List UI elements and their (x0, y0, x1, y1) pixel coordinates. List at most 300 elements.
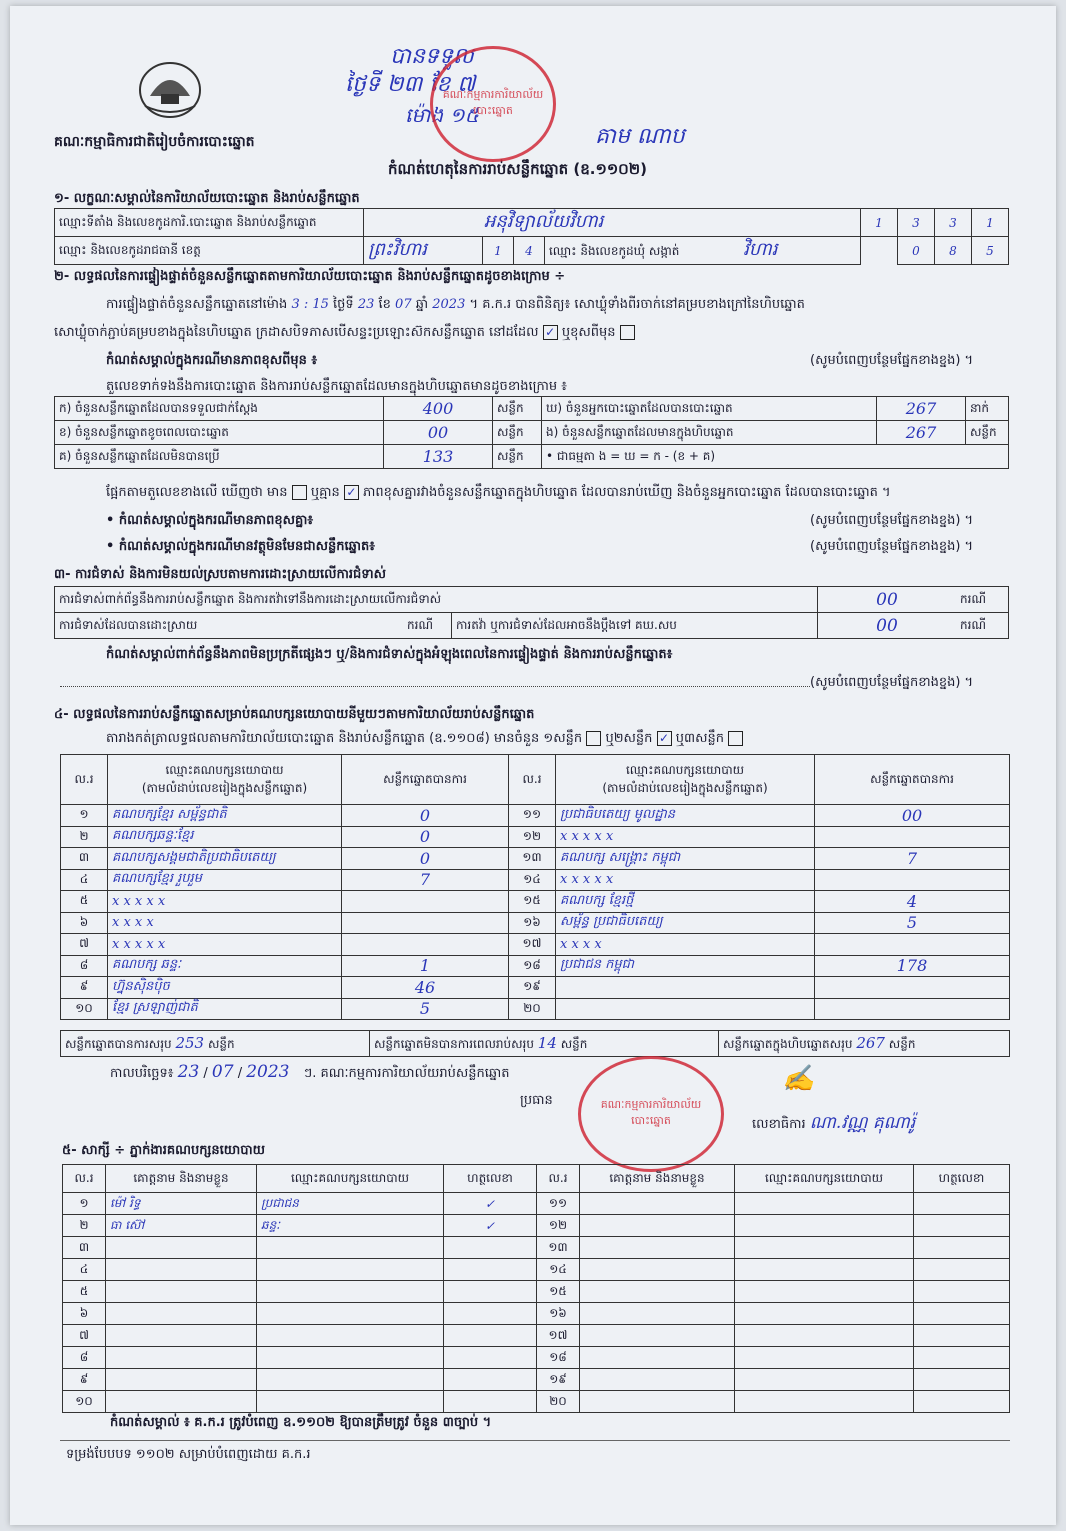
witness-col-no-left: ល.រ (63, 1165, 106, 1193)
result-no: ១៥ (509, 891, 556, 913)
result-votes: 5 (815, 912, 1010, 934)
witness-no: ៥ (63, 1281, 106, 1303)
witness-name (580, 1237, 735, 1259)
table-row (61, 934, 1010, 956)
result-votes (815, 869, 1010, 891)
witness-signature (444, 1325, 537, 1347)
official-stamp-top (430, 46, 556, 162)
result-no: ៥ (61, 891, 108, 913)
table-row (61, 826, 1010, 848)
witness-no: ២០ (537, 1391, 580, 1413)
witness-name (580, 1215, 735, 1237)
result-votes (815, 998, 1010, 1020)
witness-name (580, 1303, 735, 1325)
ko-label: គ) ចំនួនសន្លឹកឆ្នោតដែលមិនបានប្រើ (55, 445, 384, 469)
form-title: កំណត់ហេតុនៃការរាប់សន្លឹកឆ្នោត (ឧ.១១០២) (388, 160, 648, 178)
results-table (60, 754, 1010, 1020)
witness-signature (914, 1369, 1010, 1391)
footer-divider (60, 1440, 1010, 1441)
total-invalid-value: 14 (537, 1033, 557, 1052)
secretary-name: ណា.វណ្ណ គុណារ៉ូ (809, 1113, 916, 1133)
result-party: ហ្វ៊ុនស៊ិនប៉ិច (108, 977, 342, 999)
emblem-icon (135, 56, 205, 121)
witness-name (580, 1369, 735, 1391)
result-party: x x x x (556, 934, 815, 956)
witness-signature (444, 1347, 537, 1369)
province-label: ឈ្មោះ និងលេខកូដរាជធានី ខេត្ត (55, 237, 364, 265)
total-invalid-label: សន្លឹកឆ្នោតមិនបានការពេលរាប់សរុប (374, 1036, 534, 1051)
result-votes (342, 912, 509, 934)
section3-title: ៣- ការជំទាស់ និងការមិនយល់ស្របតាមការដោះស្រាយលើការជំទាស់ (54, 567, 386, 582)
witness-signature (914, 1391, 1010, 1413)
witness-signature: ✓ (444, 1215, 537, 1237)
verify-day: 23 (357, 297, 375, 312)
province-code-2: 4 (514, 237, 545, 265)
gh-unit: នាក់ (966, 397, 1009, 421)
result-party: គណបក្សខ្មែរ សម្ព័ន្ធជាតិ (108, 805, 342, 827)
compare-a: ផ្អែកតាមតួលេខខាងលើ ឃើញថា មាន (106, 485, 288, 500)
stamp-bottom-text: គណៈកម្មការការិយាល័យបោះឆ្នោត (600, 1098, 702, 1127)
received-note-2: ថ្ងៃទី ២៣ ខែ ៧ (345, 72, 476, 97)
province-value: ព្រះវិហារ (364, 237, 483, 265)
result-party: សម្ព័ន្ធ ប្រជាធិបតេយ្យ (556, 912, 815, 934)
results-col-party-right-title: ឈ្មោះគណបក្សនយោបាយ (625, 762, 745, 777)
witness-name (106, 1369, 257, 1391)
k-label: ក) ចំនួនសន្លឹកឆ្នោតដែលបានទទួលជាក់ស្តែង (55, 397, 384, 421)
province-code-1: 1 (483, 237, 514, 265)
seal-paragraph (54, 324, 635, 343)
k-unit: សន្លឹក (493, 397, 542, 421)
p1-e: ។ គ.ក.រ បានពិនិត្យ៖ សោឃ្លុំទាំងពីរចាក់នៅគម្របខាងក្រៅនៃហិបឆ្នោត (469, 297, 805, 312)
result-no: ៦ (61, 912, 108, 934)
section2-title: ២- លទ្ធផលនៃការផ្ទៀងផ្ទាត់ចំនួនសន្លឹកឆ្នោតតាមការិយាល័យបោះឆ្នោត និងរាប់សន្លឹកឆ្នោតដូចខាងក្រោម ÷ (54, 269, 566, 284)
witness-party (257, 1303, 444, 1325)
results-col-party-left-title: ឈ្មោះគណបក្សនយោបាយ (165, 762, 284, 777)
witness-no: ១០ (63, 1391, 106, 1413)
witness-party (257, 1237, 444, 1259)
k-value: 400 (384, 397, 493, 421)
witness-signature (914, 1259, 1010, 1281)
sheet-count-c: ឬ៣សន្លឹក (675, 731, 724, 746)
no-difference-checkbox[interactable]: ✓ (344, 485, 359, 500)
table-row (61, 891, 1010, 913)
result-party (556, 998, 815, 1020)
result-party: គណបក្ស ឆន្ទៈ (108, 955, 342, 977)
formula: • ជាធម្មតា ង = ឃ = ក - (ខ + គ) (542, 445, 1009, 469)
commune-code-2: 8 (935, 237, 972, 265)
witness-party (735, 1259, 914, 1281)
witness-party (735, 1193, 914, 1215)
witness-signature: ✓ (444, 1193, 537, 1215)
witness-no: ៨ (63, 1347, 106, 1369)
result-votes (815, 934, 1010, 956)
location-code-4: 1 (972, 209, 1009, 237)
witness-name (580, 1281, 735, 1303)
secretary-line (752, 1112, 915, 1137)
results-col-party-left (108, 755, 342, 805)
result-no: ៩ (61, 977, 108, 999)
witness-party (735, 1281, 914, 1303)
witness-name (106, 1237, 257, 1259)
objection-note-suffix: (សូមបំពេញបន្ថែមផ្នែកខាងខ្នង) ។ (810, 675, 974, 690)
witness-party (257, 1281, 444, 1303)
has-difference-checkbox[interactable] (292, 485, 307, 500)
received-name: គាម ណាប (595, 124, 685, 149)
section1-table (54, 208, 1009, 265)
witness-table (62, 1164, 1010, 1413)
witness-no: ៤ (63, 1259, 106, 1281)
witness-col-no-right: ល.រ (537, 1165, 580, 1193)
result-no: ១២ (509, 826, 556, 848)
location-label: ឈ្មោះទីតាំង និងលេខកូដការិ.បោះឆ្នោត និងរាប់សន្លឹកឆ្នោត (55, 209, 364, 237)
chair-label: ប្រធាន (520, 1093, 553, 1108)
witness-col-sign-left: ហត្ថលេខា (444, 1165, 537, 1193)
result-votes: 0 (342, 805, 509, 827)
kh-label: ខ) ចំនួនសន្លឹកឆ្នោតខូចពេលបោះឆ្នោត (55, 421, 384, 445)
result-no: ៣ (61, 848, 108, 870)
commune-value: វិហារ (743, 239, 778, 260)
result-party: គណបក្ស ខ្មែរថ្មី (556, 891, 815, 913)
result-no: ១០ (61, 998, 108, 1020)
table-row (63, 1325, 1010, 1347)
objection-unit-1: ករណី (956, 587, 1009, 613)
witness-no: ១៣ (537, 1237, 580, 1259)
verify-month: 07 (395, 297, 412, 312)
results-col-party-right (556, 755, 815, 805)
total-box-cell (719, 1031, 1010, 1057)
witness-signature (914, 1215, 1010, 1237)
location-code-1: 1 (861, 209, 898, 237)
date-day: 23 (177, 1062, 200, 1082)
results-col-no-left: ល.រ (61, 755, 108, 805)
result-no: ៧ (61, 934, 108, 956)
sheet-count-b: ឬ២សន្លឹក (605, 731, 653, 746)
witness-no: ២ (63, 1215, 106, 1237)
table-row (61, 869, 1010, 891)
verify-time: 3 : 15 (291, 297, 329, 312)
total-valid-unit: សន្លឹក (207, 1036, 235, 1051)
objection-unit-2b: ករណី (956, 613, 1009, 639)
commune-cell (545, 237, 861, 265)
table-row (63, 1237, 1010, 1259)
result-votes: 4 (815, 891, 1010, 913)
location-value: អនុវិទ្យាល័យវិហារ (364, 209, 861, 237)
result-votes (342, 934, 509, 956)
date-line: កាលបរិច្ឆេទ៖ 23 / 07 / 2023 ៗ. គណៈកម្មការការិយាល័យរាប់សន្លឹកឆ្នោត (110, 1062, 510, 1082)
witness-party (735, 1215, 914, 1237)
witness-col-party-left: ឈ្មោះគណបក្សនយោបាយ (257, 1165, 444, 1193)
table-row (61, 848, 1010, 870)
result-party: គណបក្ស សង្គ្រោះ កម្ពុជា (556, 848, 815, 870)
figures-intro: តួលេខទាក់ទងនឹងការបោះឆ្នោត និងការរាប់សន្លឹកឆ្នោតដែលមានក្នុងហិបឆ្នោតមានដូចខាងក្រោម ៖ (106, 379, 567, 394)
witness-name (106, 1303, 257, 1325)
result-party: ប្រជាជន កម្ពុជា (556, 955, 815, 977)
witness-no: ១៩ (537, 1369, 580, 1391)
three-sheet-checkbox[interactable] (728, 731, 743, 746)
results-col-party-right-sub: (តាមលំដាប់លេខរៀងក្នុងសន្លឹកឆ្នោត) (602, 780, 768, 795)
witness-no: ៦ (63, 1303, 106, 1325)
date-label: កាលបរិច្ឆេទ៖ (110, 1066, 174, 1081)
location-code-2: 3 (898, 209, 935, 237)
gh-value: 267 (877, 397, 966, 421)
objection-note: កំណត់សម្គាល់ពាក់ព័ន្ធនឹងភាពមិនប្រក្រតីផ្សេងៗ ឬ/និងការជំទាស់ក្នុងអំឡុងពេលនៃការផ្ទៀងផ្ទាត់ និងការរាប់សន្លឹកឆ្នោត៖ (106, 647, 673, 662)
witness-no: ៩ (63, 1369, 106, 1391)
commune-code-3: 5 (972, 237, 1009, 265)
result-party: ខ្មែរ ស្រឡាញ់ជាតិ (108, 998, 342, 1020)
p1-b: ថ្ងៃទី (333, 297, 354, 312)
result-no: ១ (61, 805, 108, 827)
section4-title: ៤- លទ្ធផលនៃការរាប់សន្លឹកឆ្នោតសម្រាប់គណបក្សនយោបាយនីមួយៗតាមការិយាល័យរាប់សន្លឹកឆ្នោត (54, 707, 535, 722)
received-note-3: ម៉ោង ១៥ (405, 103, 479, 127)
table-row (61, 977, 1010, 999)
objection-value-1: 00 (818, 587, 957, 613)
result-votes (815, 977, 1010, 999)
result-no: ១១ (509, 805, 556, 827)
witness-no: ១១ (537, 1193, 580, 1215)
section5-title: ៥- សាក្សី ÷ ភ្នាក់ងារគណបក្សនយោបាយ (62, 1143, 265, 1158)
committee-name: គណៈកម្មាធិការជាតិរៀបចំការបោះឆ្នោត (54, 134, 255, 150)
p1-c: ខែ (378, 297, 391, 312)
witness-col-party-right: ឈ្មោះគណបក្សនយោបាយ (735, 1165, 914, 1193)
form-page (10, 6, 1056, 1525)
objection-label-2: ការជំទាស់ដែលបានដោះស្រាយ (55, 613, 404, 639)
same-checkbox[interactable]: ✓ (543, 325, 558, 340)
ko-value: 133 (384, 445, 493, 469)
result-no: ១៨ (509, 955, 556, 977)
witness-col-name-right: គោត្តនាម និងនាមខ្លួន (580, 1165, 735, 1193)
witness-no: ៧ (63, 1325, 106, 1347)
witness-no: ១៤ (537, 1259, 580, 1281)
witness-party (257, 1347, 444, 1369)
witness-party (257, 1325, 444, 1347)
witness-no: ៣ (63, 1237, 106, 1259)
compare-b: ឬគ្មាន (310, 485, 340, 500)
verify-year: 2023 (432, 297, 466, 312)
sheet-count-line (106, 730, 743, 749)
total-valid-value: 253 (175, 1033, 205, 1052)
witness-no: ១ (63, 1193, 106, 1215)
table-row (61, 805, 1010, 827)
bullet-nonballot-suffix: (សូមបំពេញបន្ថែមផ្នែកខាងខ្នង) ។ (810, 539, 974, 554)
witness-signature (444, 1369, 537, 1391)
table-row (63, 1281, 1010, 1303)
result-no: ៨ (61, 955, 108, 977)
table-row (63, 1347, 1010, 1369)
total-box-label: សន្លឹកឆ្នោតក្នុងហិបឆ្នោតសរុប (723, 1036, 853, 1051)
result-no: ១៦ (509, 912, 556, 934)
total-invalid-cell (370, 1031, 719, 1057)
bullet-nonballot: • កំណត់សម្គាល់ក្នុងករណីមានវត្ថុមិនមែនជាសន្លឹកឆ្នោត៖ (106, 539, 375, 554)
objection-table (54, 586, 1009, 639)
results-col-votes-right: សន្លឹកឆ្នោតបានការ (815, 755, 1010, 805)
result-votes: 0 (342, 848, 509, 870)
witness-name (106, 1347, 257, 1369)
witness-name (106, 1325, 257, 1347)
results-col-party-left-sub: (តាមលំដាប់លេខរៀងក្នុងសន្លឹកឆ្នោត) (141, 780, 308, 795)
result-party: x x x x x (556, 826, 815, 848)
result-party: x x x x x (108, 934, 342, 956)
date-month: 07 (211, 1062, 234, 1082)
kh-unit: សន្លឹក (493, 421, 542, 445)
commune-label: ឈ្មោះ និងលេខកូដឃុំ សង្កាត់ (549, 244, 680, 258)
result-party: x x x x (108, 912, 342, 934)
witness-name (106, 1281, 257, 1303)
ko-unit: សន្លឹក (493, 445, 542, 469)
p1-a: ការផ្ទៀងផ្ទាត់ចំនួនសន្លឹកឆ្នោតនៅម៉ោង (106, 297, 288, 312)
witness-no: ១៧ (537, 1325, 580, 1347)
table-row (63, 1259, 1010, 1281)
one-sheet-checkbox[interactable] (586, 731, 601, 746)
different-checkbox[interactable] (620, 325, 635, 340)
total-valid-label: សន្លឹកឆ្នោតបានការសរុប (65, 1036, 172, 1051)
witness-name (106, 1259, 257, 1281)
p1-d: ឆ្នាំ (415, 297, 429, 312)
witness-col-sign-right: ហត្ថលេខា (914, 1165, 1010, 1193)
note1: កំណត់សម្គាល់ក្នុងករណីមានភាពខុសពីមុន ៖ (106, 353, 318, 368)
note1-suffix: (សូមបំពេញបន្ថែមផ្នែកខាងខ្នង) ។ (810, 353, 974, 368)
witness-col-name-left: គោត្តនាម និងនាមខ្លួន (106, 1165, 257, 1193)
witness-party (735, 1347, 914, 1369)
table-row (63, 1215, 1010, 1237)
witness-signature (914, 1325, 1010, 1347)
verification-paragraph (106, 296, 1016, 315)
witness-signature (914, 1193, 1010, 1215)
table-row (61, 955, 1010, 977)
result-party: x x x x x (108, 891, 342, 913)
objection-note-line (60, 686, 810, 687)
result-party: គណបក្សឆន្ទៈខ្មែរ (108, 826, 342, 848)
section1-title: ១- លក្ខណៈសម្គាល់នៃការិយាល័យបោះឆ្នោត និងរាប់សន្លឹកឆ្នោត (54, 191, 360, 206)
witness-party (257, 1259, 444, 1281)
p2: សោឃ្លុំចាក់ភ្ជាប់គម្របខាងក្នុងនៃហិបឆ្នោត ក្រដាសបិទភាសបើសន្ទះប្រឡោះស៊កសន្លឹកឆ្នោត នៅដដែល (54, 325, 539, 340)
secretary-label: លេខាធិការ (752, 1117, 806, 1132)
witness-signature (444, 1391, 537, 1413)
signature-icon: ✍ (782, 1064, 815, 1094)
table-row (63, 1391, 1010, 1413)
witness-party (735, 1303, 914, 1325)
witness-signature (444, 1237, 537, 1259)
witness-name (580, 1325, 735, 1347)
witness-signature (444, 1281, 537, 1303)
witness-signature (914, 1303, 1010, 1325)
ng-label: ង) ចំនួនសន្លឹកឆ្នោតដែលមានក្នុងហិបឆ្នោត (542, 421, 877, 445)
witness-party (735, 1325, 914, 1347)
total-box-unit: សន្លឹក (888, 1036, 916, 1051)
witness-party (735, 1237, 914, 1259)
witness-name (106, 1391, 257, 1413)
bullet-difference: • កំណត់សម្គាល់ក្នុងករណីមានភាពខុសគ្នា៖ (106, 513, 314, 528)
total-box-value: 267 (856, 1033, 885, 1052)
result-no: ១៣ (509, 848, 556, 870)
result-votes: 7 (815, 848, 1010, 870)
result-votes: 00 (815, 805, 1010, 827)
result-no: ៤ (61, 869, 108, 891)
objection-label-1: ការជំទាស់ពាក់ព័ន្ធនឹងការរាប់សន្លឹកឆ្នោត និងការតវ៉ាទៅនឹងការដោះស្រាយលើការជំទាស់ (55, 587, 818, 613)
results-col-votes-left: សន្លឹកឆ្នោតបានការ (342, 755, 509, 805)
witness-party (735, 1369, 914, 1391)
witness-name: ម៉ៅ រិទ្ធ (106, 1193, 257, 1215)
footer-note: កំណត់សម្គាល់ ៖ គ.ក.រ ត្រូវបំពេញ ឧ.១១០២ ឱ្យបានត្រឹមត្រូវ ចំនួន ៣ច្បាប់ ។ (110, 1415, 492, 1430)
result-votes (815, 826, 1010, 848)
witness-name (580, 1193, 735, 1215)
objection-unit-2a: ករណី (403, 613, 452, 639)
witness-no: ១៦ (537, 1303, 580, 1325)
figures-table (54, 396, 1009, 469)
compare-paragraph (106, 484, 1016, 503)
witness-no: ១២ (537, 1215, 580, 1237)
counting-committee-label: ៗ. គណៈកម្មការការិយាល័យរាប់សន្លឹកឆ្នោត (303, 1066, 510, 1081)
witness-signature (914, 1347, 1010, 1369)
result-votes: 7 (342, 869, 509, 891)
kh-value: 00 (384, 421, 493, 445)
witness-no: ១៨ (537, 1347, 580, 1369)
witness-party (257, 1391, 444, 1413)
result-party: គណបក្សសង្គមជាតិប្រជាធិបតេយ្យ (108, 848, 342, 870)
witness-party (735, 1391, 914, 1413)
result-votes: 5 (342, 998, 509, 1020)
stamp-text: គណៈកម្មការការិយាល័យបោះឆ្នោត (442, 88, 544, 117)
objection-value-2: 00 (818, 613, 957, 639)
result-no: ២០ (509, 998, 556, 1020)
table-row (63, 1369, 1010, 1391)
objection-mid-label: ការតវ៉ា ឬការជំទាស់ដែលអាចនឹងប្តឹងទៅ គឃ.សប (452, 613, 818, 639)
witness-party: ប្រជាជន (257, 1193, 444, 1215)
total-valid-cell (61, 1031, 370, 1057)
witness-name (580, 1391, 735, 1413)
date-year: 2023 (246, 1062, 290, 1082)
result-no: ១៤ (509, 869, 556, 891)
result-votes (342, 891, 509, 913)
result-party: ប្រជាធិបតេយ្យ មូលដ្ឋាន (556, 805, 815, 827)
table-row (63, 1303, 1010, 1325)
result-no: ១៩ (509, 977, 556, 999)
witness-body (63, 1193, 1010, 1413)
official-stamp-bottom (578, 1056, 724, 1172)
location-code-3: 3 (935, 209, 972, 237)
result-votes: 46 (342, 977, 509, 999)
gh-label: ឃ) ចំនួនអ្នកបោះឆ្នោតដែលបានបោះឆ្នោត (542, 397, 877, 421)
totals-table (60, 1030, 1010, 1057)
witness-signature (914, 1237, 1010, 1259)
received-note-1: បានទទួល (390, 44, 474, 69)
result-votes: 178 (815, 955, 1010, 977)
result-no: ១៧ (509, 934, 556, 956)
compare-c: ភាពខុសគ្នារវាងចំនួនសន្លឹកឆ្នោតក្នុងហិបឆ្នោត ដែលបានរាប់ឃើញ និងចំនួនអ្នកបោះឆ្នោត ដែលបានបោះឆ្នោត ។ (363, 485, 891, 500)
commune-code-1: 0 (898, 237, 935, 265)
two-sheet-checkbox[interactable]: ✓ (657, 731, 672, 746)
bullet-difference-suffix: (សូមបំពេញបន្ថែមផ្នែកខាងខ្នង) ។ (810, 513, 974, 528)
result-no: ២ (61, 826, 108, 848)
witness-signature (444, 1303, 537, 1325)
table-row (63, 1193, 1010, 1215)
result-votes: 1 (342, 955, 509, 977)
witness-name (580, 1347, 735, 1369)
sheet-count-a: តារាងកត់ត្រាលទ្ធផលតាមការិយាល័យបោះឆ្នោត និងរាប់សន្លឹកឆ្នោត (ឧ.១១០៨) មានចំនួន ១សន្លឹក (106, 731, 583, 746)
total-invalid-unit: សន្លឹក (560, 1036, 588, 1051)
witness-name: ធា ស៊ៅ (106, 1215, 257, 1237)
ng-unit: សន្លឹក (966, 421, 1009, 445)
witness-name (580, 1259, 735, 1281)
ng-value: 267 (877, 421, 966, 445)
bottom-note: ទម្រង់បែបបទ ១១០២ សម្រាប់បំពេញដោយ គ.ក.រ (66, 1447, 311, 1462)
witness-signature (914, 1281, 1010, 1303)
table-row (61, 912, 1010, 934)
table-row (61, 998, 1010, 1020)
result-party: គណបក្សខ្មែរ រួបរួម (108, 869, 342, 891)
witness-no: ១៥ (537, 1281, 580, 1303)
result-party (556, 977, 815, 999)
witness-party: ឆន្ទៈ (257, 1215, 444, 1237)
